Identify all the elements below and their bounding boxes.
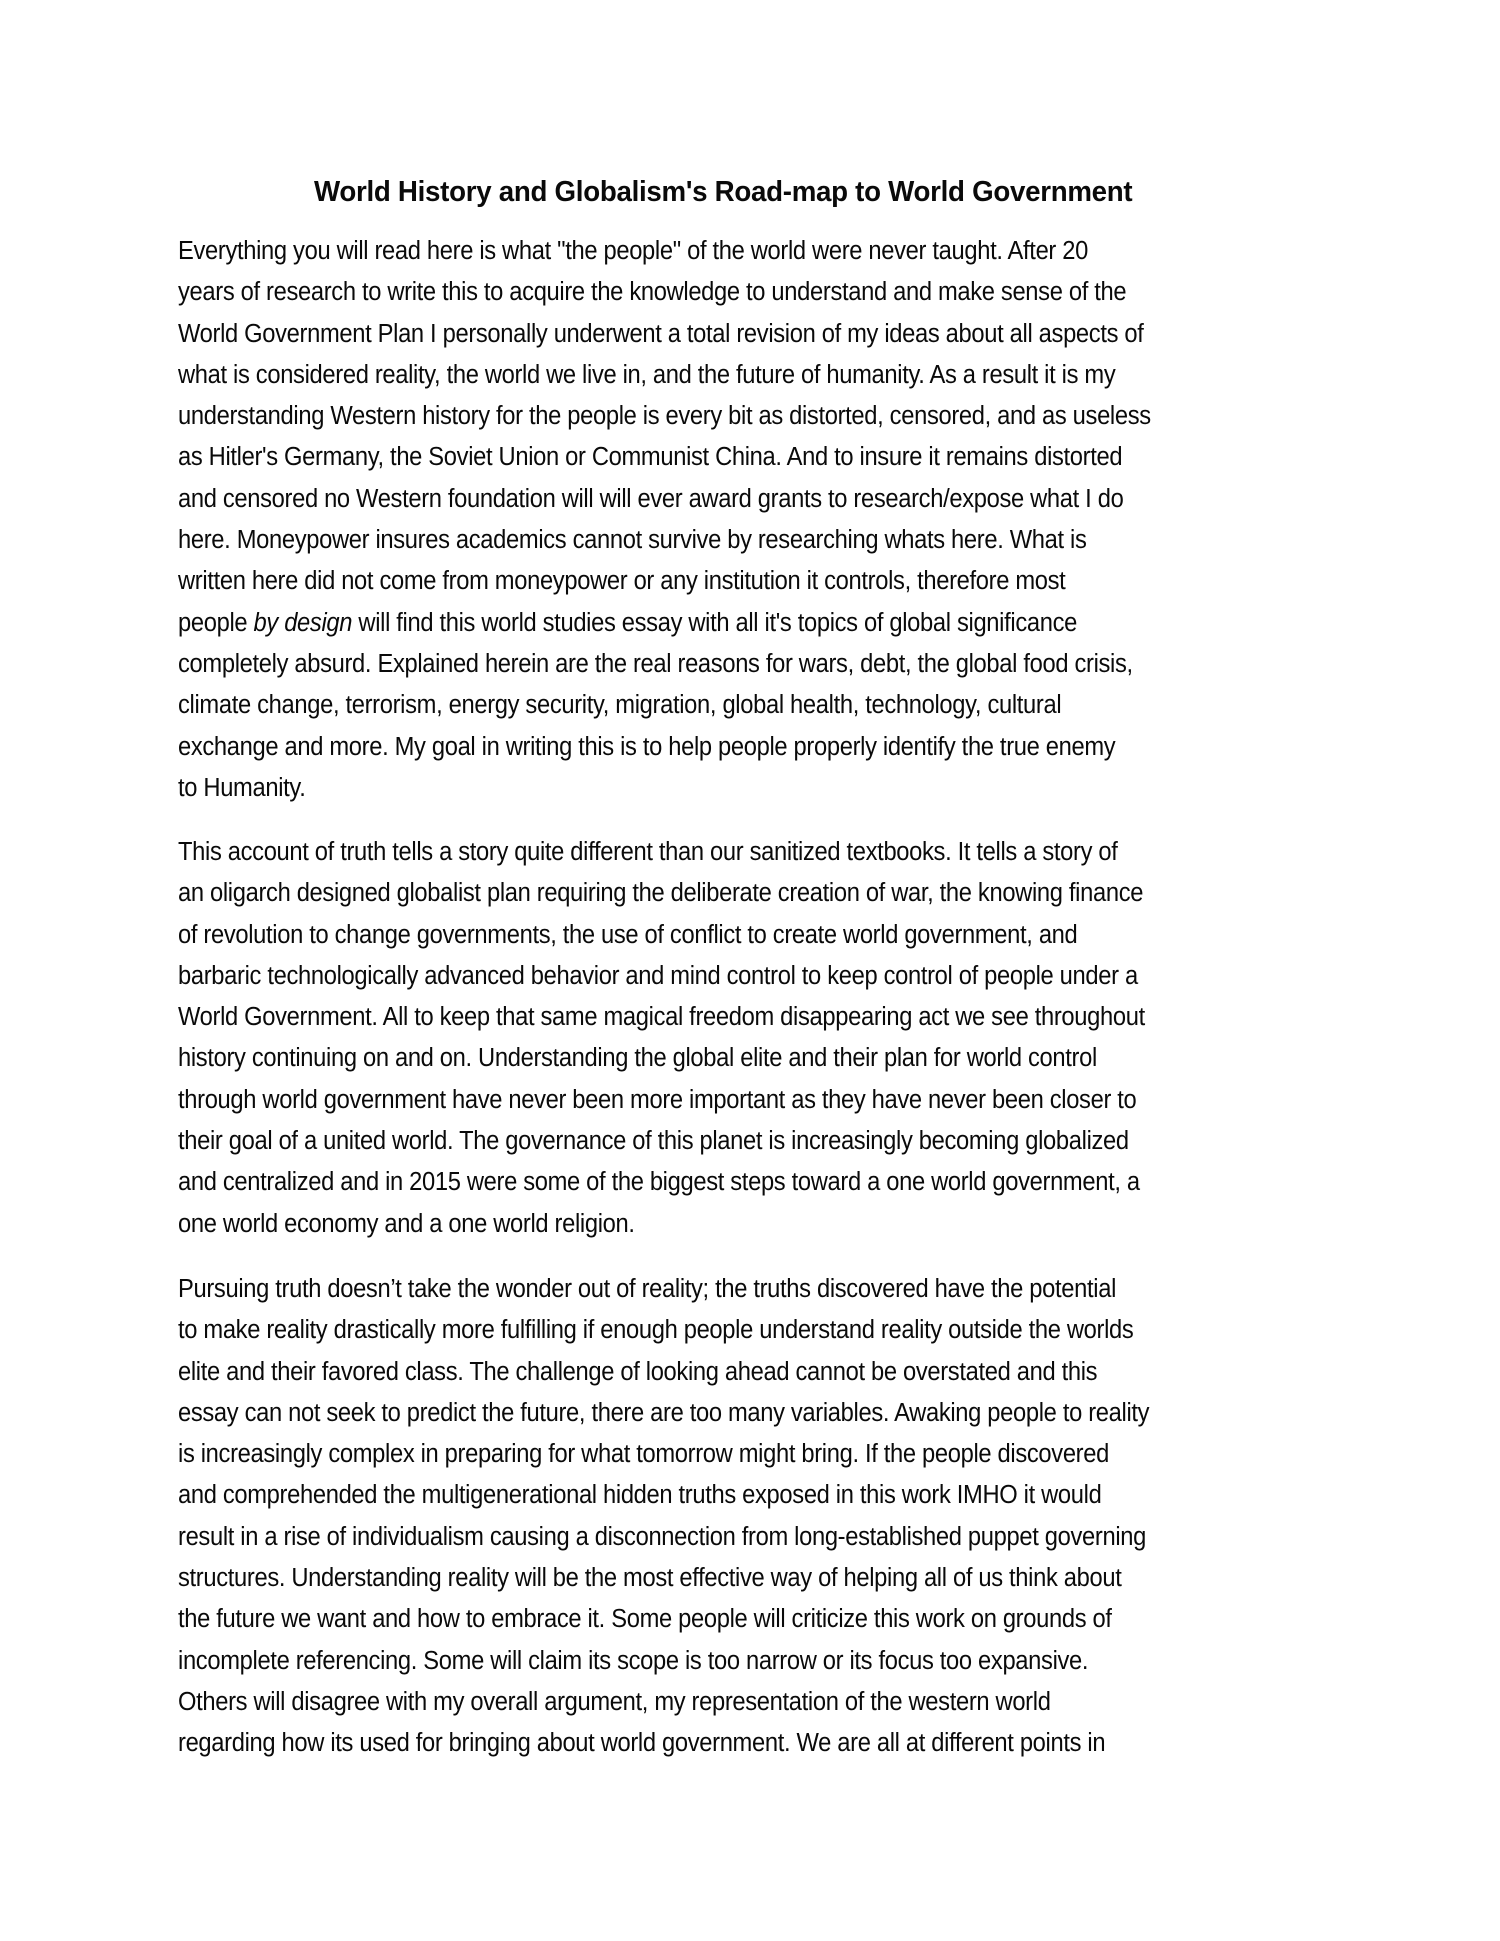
text-line: written here did not come from moneypower or any institution it controls, therefore most — [178, 567, 1066, 596]
text-line: their goal of a united world. The governance of this planet is increasingly becoming globalized — [178, 1127, 1129, 1156]
text-line: Pursuing truth doesn’t take the wonder out of reality; the truths discovered have the potential — [178, 1275, 1117, 1303]
text-line: understanding Western history for the people is every bit as distorted, censored, and as useless — [178, 402, 1151, 431]
text-line: Others will disagree with my overall argument, my representation of the western world — [178, 1687, 1051, 1716]
text-line: is increasingly complex in preparing for what tomorrow might bring. If the people discovered — [178, 1440, 1109, 1469]
text-line: elite and their favored class. The challenge of looking ahead cannot be overstated and this — [178, 1357, 1098, 1386]
paragraph-1 — [178, 231, 1338, 809]
paragraph-2 — [178, 832, 1338, 1245]
text-line: years of research to write this to acquire the knowledge to understand and make sense of the — [178, 278, 1127, 307]
text-line: regarding how its used for bringing about world government. We are all at different points in — [178, 1729, 1106, 1758]
paragraph-3 — [178, 1269, 1338, 1765]
text-line: through world government have never been more important as they have never been closer to — [178, 1085, 1137, 1114]
document-title: World History and Globalism's Road-map to World Government — [314, 176, 1133, 208]
text-line: of revolution to change governments, the use of conflict to create world government, and — [178, 920, 1078, 949]
text-line: This account of truth tells a story quite different than our sanitized textbooks. It tells a story of — [178, 838, 1118, 866]
text-line: what is considered reality, the world we live in, and the future of humanity. As a result it is my — [178, 360, 1116, 389]
text-line: one world economy and a one world religion. — [178, 1209, 635, 1238]
text-line: and centralized and in 2015 were some of the biggest steps toward a one world government, a — [178, 1168, 1140, 1197]
text-line: an oligarch designed globalist plan requiring the deliberate creation of war, the knowing finance — [178, 879, 1144, 908]
text-line: the future we want and how to embrace it. Some people will criticize this work on grounds of — [178, 1605, 1112, 1634]
text-line: completely absurd. Explained herein are the real reasons for wars, debt, the global food crisis, — [178, 649, 1133, 678]
text-line: as Hitler's Germany, the Soviet Union or Communist China. And to insure it remains distorted — [178, 443, 1123, 472]
text-line: result in a rise of individualism causing a disconnection from long-established puppet governing — [178, 1522, 1146, 1551]
text-line: incomplete referencing. Some will claim its scope is too narrow or its focus too expansive. — [178, 1646, 1089, 1675]
text-line: and comprehended the multigenerational hidden truths exposed in this work IMHO it would — [178, 1481, 1102, 1510]
text-line: essay can not seek to predict the future, there are too many variables. Awaking people to reality — [178, 1398, 1150, 1427]
text-line: World Government Plan I personally underwent a total revision of my ideas about all aspects of — [178, 319, 1144, 348]
text-line: climate change, terrorism, energy security, migration, global health, technology, cultural — [178, 691, 1062, 720]
text-run: people — [178, 608, 254, 637]
text-line: exchange and more. My goal in writing this is to help people properly identify the true enemy — [178, 732, 1116, 761]
text-line: and censored no Western foundation will will ever award grants to research/expose what I do — [178, 484, 1124, 513]
text-line: to make reality drastically more fulfilling if enough people understand reality outside the worlds — [178, 1316, 1134, 1345]
emphasis-by-design: by design — [253, 608, 353, 637]
text-line: barbaric technologically advanced behavior and mind control to keep control of people under a — [178, 961, 1138, 990]
text-line: history continuing on and on. Understanding the global elite and their plan for world control — [178, 1044, 1097, 1073]
text-line: here. Moneypower insures academics cannot survive by researching whats here. What is — [178, 526, 1087, 555]
text-run: will find this world studies essay with all it's topics of global significance — [352, 608, 1077, 637]
text-line: structures. Understanding reality will be the most effective way of helping all of us think about — [178, 1564, 1122, 1593]
text-line: Everything you will read here is what "the people" of the world were never taught. After 20 — [178, 237, 1089, 265]
text-line: to Humanity. — [178, 773, 306, 802]
text-line: World Government. All to keep that same magical freedom disappearing act we see throughout — [178, 1003, 1145, 1032]
text-line-with-emphasis — [178, 603, 1257, 644]
